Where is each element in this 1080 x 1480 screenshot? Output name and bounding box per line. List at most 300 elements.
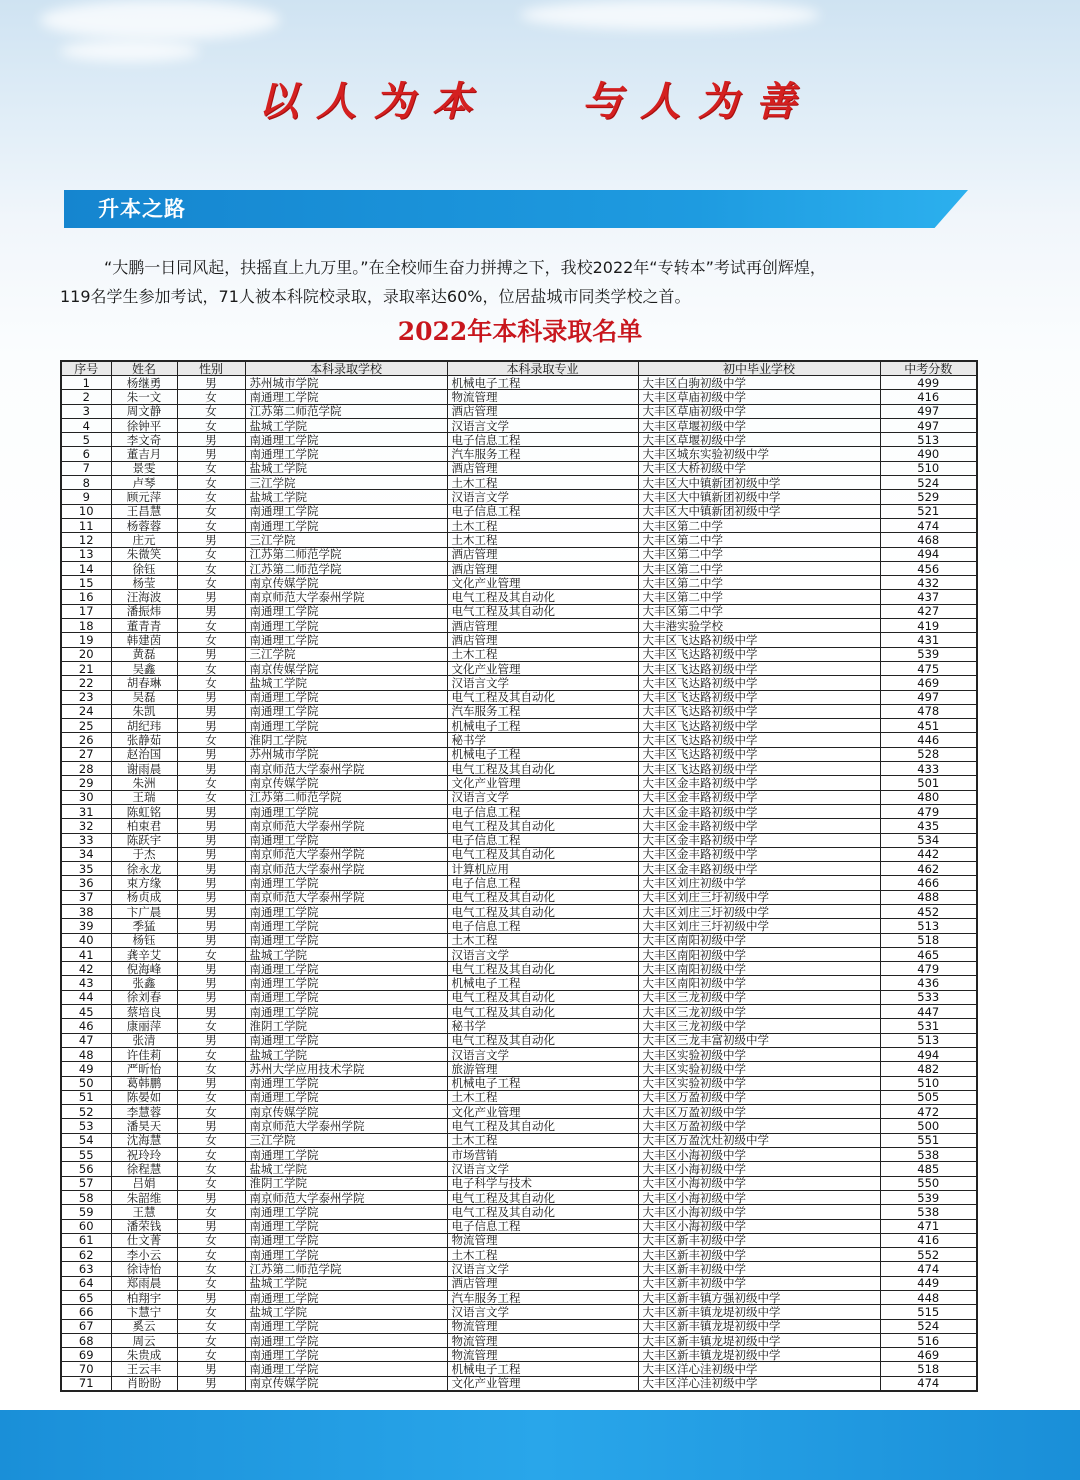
table-row — [61, 1076, 977, 1090]
cell-major: 市场营销 — [447, 1148, 638, 1162]
table-row — [61, 976, 977, 990]
cell-name: 朱一文 — [111, 390, 177, 404]
cell-university: 南通理工学院 — [245, 604, 447, 618]
cell-gender: 男 — [177, 1033, 245, 1047]
cell-gender: 男 — [177, 819, 245, 833]
cell-middle-school: 大丰区南阳初级中学 — [638, 962, 880, 976]
cell-university: 南通理工学院 — [245, 976, 447, 990]
cell-university: 江苏第二师范学院 — [245, 561, 447, 575]
table-row — [61, 461, 977, 475]
cell-name: 杨莹 — [111, 576, 177, 590]
cell-university: 南通理工学院 — [245, 1348, 447, 1362]
cell-score: 528 — [880, 747, 977, 761]
cell-university: 南京师范大学泰州学院 — [245, 1119, 447, 1133]
cell-major: 电子信息工程 — [447, 833, 638, 847]
intro-line-1: “大鹏一日同风起，扶摇直上九万里。”在全校师生奋力拼搏之下，我校2022年“专转本”考试再创辉煌， — [104, 258, 826, 277]
cell-gender: 女 — [177, 1319, 245, 1333]
cell-index: 48 — [61, 1047, 111, 1061]
cell-gender: 男 — [177, 1219, 245, 1233]
table-row — [61, 1019, 977, 1033]
cell-middle-school: 大丰区飞达路初级中学 — [638, 762, 880, 776]
cell-index: 39 — [61, 919, 111, 933]
table-row — [61, 518, 977, 532]
cell-gender: 男 — [177, 962, 245, 976]
cell-university: 南通理工学院 — [245, 719, 447, 733]
cell-middle-school: 大丰区第二中学 — [638, 547, 880, 561]
cell-index: 38 — [61, 904, 111, 918]
cell-index: 63 — [61, 1262, 111, 1276]
cell-name: 杨蓉蓉 — [111, 518, 177, 532]
table-row — [61, 661, 977, 675]
table-row — [61, 1262, 977, 1276]
cell-gender: 女 — [177, 1348, 245, 1362]
admission-table — [60, 360, 978, 1392]
cell-middle-school: 大丰区三龙初级中学 — [638, 1019, 880, 1033]
cell-gender: 男 — [177, 762, 245, 776]
cell-score: 505 — [880, 1090, 977, 1104]
cell-name: 奚云 — [111, 1319, 177, 1333]
slogan-left: 以人为本 — [258, 78, 490, 125]
cell-index: 16 — [61, 590, 111, 604]
cell-name: 徐程慧 — [111, 1162, 177, 1176]
cell-major: 电气工程及其自动化 — [447, 1205, 638, 1219]
cell-index: 65 — [61, 1291, 111, 1305]
table-row — [61, 1133, 977, 1147]
cell-index: 14 — [61, 561, 111, 575]
cell-score: 427 — [880, 604, 977, 618]
cell-name: 徐诗怡 — [111, 1262, 177, 1276]
cell-university: 南通理工学院 — [245, 1333, 447, 1347]
cell-middle-school: 大丰区新丰镇龙堤初级中学 — [638, 1348, 880, 1362]
cell-middle-school: 大丰区刘庄三圩初级中学 — [638, 890, 880, 904]
cell-gender: 女 — [177, 547, 245, 561]
cell-university: 南通理工学院 — [245, 633, 447, 647]
cell-middle-school: 大丰区南阳初级中学 — [638, 947, 880, 961]
cell-score: 448 — [880, 1291, 977, 1305]
cell-major: 电气工程及其自动化 — [447, 890, 638, 904]
cell-index: 57 — [61, 1176, 111, 1190]
cell-major: 土木工程 — [447, 1248, 638, 1262]
cell-name: 肖盼盼 — [111, 1376, 177, 1391]
cell-name: 沈海慧 — [111, 1133, 177, 1147]
cell-university: 盐城工学院 — [245, 1162, 447, 1176]
cell-middle-school: 大丰区飞达路初级中学 — [638, 647, 880, 661]
table-row — [61, 604, 977, 618]
cell-score: 531 — [880, 1019, 977, 1033]
table-row — [61, 647, 977, 661]
cell-name: 柏束君 — [111, 819, 177, 833]
cell-gender: 男 — [177, 904, 245, 918]
cell-middle-school: 大丰区飞达路初级中学 — [638, 661, 880, 675]
cell-gender: 男 — [177, 1005, 245, 1019]
slogan-right: 与人为善 — [582, 78, 814, 125]
cell-university: 南通理工学院 — [245, 704, 447, 718]
table-row — [61, 1291, 977, 1305]
cell-score: 419 — [880, 619, 977, 633]
cell-index: 9 — [61, 490, 111, 504]
cell-major: 土木工程 — [447, 533, 638, 547]
cell-index: 36 — [61, 876, 111, 890]
cell-score: 482 — [880, 1062, 977, 1076]
cell-name: 谢雨晨 — [111, 762, 177, 776]
table-row — [61, 947, 977, 961]
cell-score: 474 — [880, 518, 977, 532]
cell-major: 电子信息工程 — [447, 919, 638, 933]
cell-middle-school: 大丰区实验初级中学 — [638, 1047, 880, 1061]
cell-score: 521 — [880, 504, 977, 518]
cell-major: 文化产业管理 — [447, 1376, 638, 1391]
cell-major: 汽车服务工程 — [447, 447, 638, 461]
cell-middle-school: 大丰区大中镇新团初级中学 — [638, 476, 880, 490]
cell-university: 南通理工学院 — [245, 833, 447, 847]
cell-index: 31 — [61, 804, 111, 818]
cell-major: 机械电子工程 — [447, 1362, 638, 1376]
cell-name: 卞广晨 — [111, 904, 177, 918]
cell-university: 盐城工学院 — [245, 947, 447, 961]
cell-major: 秘书学 — [447, 733, 638, 747]
cell-middle-school: 大丰区小海初级中学 — [638, 1148, 880, 1162]
cell-gender: 男 — [177, 833, 245, 847]
cell-index: 62 — [61, 1248, 111, 1262]
cell-middle-school: 大丰区金丰路初级中学 — [638, 862, 880, 876]
cell-major: 机械电子工程 — [447, 747, 638, 761]
cell-middle-school: 大丰区第二中学 — [638, 590, 880, 604]
cell-name: 仕文菁 — [111, 1233, 177, 1247]
cell-name: 杨继勇 — [111, 376, 177, 390]
cell-university: 南通理工学院 — [245, 804, 447, 818]
cell-gender: 男 — [177, 933, 245, 947]
cell-major: 物流管理 — [447, 1348, 638, 1362]
cell-gender: 女 — [177, 1047, 245, 1061]
cell-university: 南通理工学院 — [245, 1291, 447, 1305]
cell-university: 南通理工学院 — [245, 1319, 447, 1333]
table-row — [61, 447, 977, 461]
cell-middle-school: 大丰区草堰初级中学 — [638, 433, 880, 447]
cell-score: 478 — [880, 704, 977, 718]
cell-score: 451 — [880, 719, 977, 733]
cell-major: 土木工程 — [447, 476, 638, 490]
cell-score: 474 — [880, 1262, 977, 1276]
cell-index: 1 — [61, 376, 111, 390]
cell-university: 南通理工学院 — [245, 990, 447, 1004]
cloud-decoration — [40, 0, 280, 40]
cell-gender: 男 — [177, 1362, 245, 1376]
cell-gender: 女 — [177, 1133, 245, 1147]
cell-major: 电子信息工程 — [447, 1219, 638, 1233]
cell-index: 53 — [61, 1119, 111, 1133]
cell-index: 35 — [61, 862, 111, 876]
cell-score: 488 — [880, 890, 977, 904]
cell-index: 15 — [61, 576, 111, 590]
table-row — [61, 704, 977, 718]
cell-score: 472 — [880, 1105, 977, 1119]
cell-gender: 女 — [177, 390, 245, 404]
cell-university: 南通理工学院 — [245, 1005, 447, 1019]
cell-gender: 女 — [177, 518, 245, 532]
cell-university: 南京传媒学院 — [245, 661, 447, 675]
cell-name: 董青青 — [111, 619, 177, 633]
table-row — [61, 547, 977, 561]
cell-university: 南京师范大学泰州学院 — [245, 762, 447, 776]
cell-index: 56 — [61, 1162, 111, 1176]
table-row — [61, 1148, 977, 1162]
cell-middle-school: 大丰区新丰初级中学 — [638, 1248, 880, 1262]
cell-gender: 女 — [177, 633, 245, 647]
table-row — [61, 1105, 977, 1119]
cell-university: 南通理工学院 — [245, 962, 447, 976]
cell-major: 文化产业管理 — [447, 1105, 638, 1119]
table-row — [61, 1005, 977, 1019]
cell-middle-school: 大丰区第二中学 — [638, 576, 880, 590]
cell-major: 文化产业管理 — [447, 576, 638, 590]
cell-score: 469 — [880, 1348, 977, 1362]
cell-gender: 男 — [177, 447, 245, 461]
cell-name: 朱贵成 — [111, 1348, 177, 1362]
cell-middle-school: 大丰区实验初级中学 — [638, 1062, 880, 1076]
cell-gender: 女 — [177, 1205, 245, 1219]
cell-middle-school: 大丰区第二中学 — [638, 604, 880, 618]
cell-gender: 女 — [177, 1333, 245, 1347]
cell-name: 朱凯 — [111, 704, 177, 718]
cell-university: 南通理工学院 — [245, 933, 447, 947]
cell-major: 土木工程 — [447, 647, 638, 661]
cell-gender: 男 — [177, 1291, 245, 1305]
cell-index: 17 — [61, 604, 111, 618]
cell-index: 4 — [61, 418, 111, 432]
cell-university: 三江学院 — [245, 647, 447, 661]
cell-gender: 男 — [177, 433, 245, 447]
cell-name: 朱微笑 — [111, 547, 177, 561]
cell-index: 12 — [61, 533, 111, 547]
cell-major: 土木工程 — [447, 1090, 638, 1104]
cell-score: 442 — [880, 847, 977, 861]
cell-name: 陈跃宇 — [111, 833, 177, 847]
table-body — [61, 376, 977, 1392]
cell-index: 46 — [61, 1019, 111, 1033]
table-row — [61, 1233, 977, 1247]
cell-index: 51 — [61, 1090, 111, 1104]
cell-index: 3 — [61, 404, 111, 418]
cell-gender: 男 — [177, 1376, 245, 1391]
table-row — [61, 962, 977, 976]
cell-gender: 女 — [177, 561, 245, 575]
cell-index: 27 — [61, 747, 111, 761]
cell-name: 吕娟 — [111, 1176, 177, 1190]
cell-score: 500 — [880, 1119, 977, 1133]
table-row — [61, 633, 977, 647]
cell-index: 30 — [61, 790, 111, 804]
cell-university: 南通理工学院 — [245, 518, 447, 532]
cell-index: 42 — [61, 962, 111, 976]
cell-score: 510 — [880, 461, 977, 475]
cell-score: 497 — [880, 418, 977, 432]
cell-major: 机械电子工程 — [447, 376, 638, 390]
cell-index: 47 — [61, 1033, 111, 1047]
cell-middle-school: 大丰区万盈初级中学 — [638, 1119, 880, 1133]
cell-name: 顾元萍 — [111, 490, 177, 504]
cell-name: 龚辛艾 — [111, 947, 177, 961]
cell-university: 盐城工学院 — [245, 1047, 447, 1061]
col-header-gender: 性别 — [177, 361, 245, 376]
cell-university: 盐城工学院 — [245, 461, 447, 475]
cell-gender: 女 — [177, 490, 245, 504]
cell-middle-school: 大丰区飞达路初级中学 — [638, 690, 880, 704]
cell-name: 潘昊天 — [111, 1119, 177, 1133]
cell-major: 酒店管理 — [447, 1276, 638, 1290]
cell-gender: 女 — [177, 1090, 245, 1104]
cell-middle-school: 大丰区金丰路初级中学 — [638, 790, 880, 804]
cell-score: 471 — [880, 1219, 977, 1233]
cell-middle-school: 大丰区万盈初级中学 — [638, 1090, 880, 1104]
table-row — [61, 390, 977, 404]
cell-name: 赵治国 — [111, 747, 177, 761]
cell-index: 6 — [61, 447, 111, 461]
cell-gender: 男 — [177, 919, 245, 933]
cell-score: 431 — [880, 633, 977, 647]
cell-name: 潘振炜 — [111, 604, 177, 618]
cell-score: 533 — [880, 990, 977, 1004]
cell-university: 淮阴工学院 — [245, 733, 447, 747]
cell-university: 南通理工学院 — [245, 1233, 447, 1247]
cell-gender: 女 — [177, 1176, 245, 1190]
cell-score: 516 — [880, 1333, 977, 1347]
cell-middle-school: 大丰区城东实验初级中学 — [638, 447, 880, 461]
cell-major: 电气工程及其自动化 — [447, 990, 638, 1004]
cell-index: 19 — [61, 633, 111, 647]
col-header-name: 姓名 — [111, 361, 177, 376]
cell-score: 513 — [880, 433, 977, 447]
table-row — [61, 933, 977, 947]
cloud-decoration — [60, 40, 200, 62]
table-row — [61, 762, 977, 776]
table-row — [61, 404, 977, 418]
cell-university: 南京传媒学院 — [245, 576, 447, 590]
cell-gender: 女 — [177, 947, 245, 961]
cell-score: 529 — [880, 490, 977, 504]
table-row — [61, 747, 977, 761]
cell-major: 电气工程及其自动化 — [447, 1190, 638, 1204]
cell-name: 祝玲玲 — [111, 1148, 177, 1162]
cell-gender: 女 — [177, 776, 245, 790]
cell-score: 435 — [880, 819, 977, 833]
table-row — [61, 619, 977, 633]
cell-gender: 男 — [177, 690, 245, 704]
col-header-middle-school: 初中毕业学校 — [638, 361, 880, 376]
cell-index: 20 — [61, 647, 111, 661]
cell-gender: 女 — [177, 661, 245, 675]
cell-score: 490 — [880, 447, 977, 461]
cell-university: 三江学院 — [245, 476, 447, 490]
cell-middle-school: 大丰区飞达路初级中学 — [638, 633, 880, 647]
cell-major: 电气工程及其自动化 — [447, 1005, 638, 1019]
cell-middle-school: 大丰区新丰镇龙堤初级中学 — [638, 1305, 880, 1319]
table-row — [61, 1176, 977, 1190]
cell-major: 汉语言文学 — [447, 947, 638, 961]
cell-name: 蔡培良 — [111, 1005, 177, 1019]
cell-university: 盐城工学院 — [245, 490, 447, 504]
cell-score: 446 — [880, 733, 977, 747]
table-row — [61, 876, 977, 890]
table-row — [61, 890, 977, 904]
table-row — [61, 1305, 977, 1319]
cell-middle-school: 大丰区大中镇新团初级中学 — [638, 504, 880, 518]
cell-score: 479 — [880, 962, 977, 976]
cell-gender: 女 — [177, 576, 245, 590]
cell-middle-school: 大丰区草庙初级中学 — [638, 390, 880, 404]
table-row — [61, 919, 977, 933]
section-title: 升本之路 — [98, 197, 186, 221]
cell-gender: 女 — [177, 1148, 245, 1162]
cell-index: 55 — [61, 1148, 111, 1162]
cell-major: 电气工程及其自动化 — [447, 962, 638, 976]
cell-middle-school: 大丰区飞达路初级中学 — [638, 719, 880, 733]
cell-middle-school: 大丰区小海初级中学 — [638, 1190, 880, 1204]
cell-middle-school: 大丰区金丰路初级中学 — [638, 847, 880, 861]
cell-gender: 女 — [177, 676, 245, 690]
cell-gender: 女 — [177, 1276, 245, 1290]
cell-index: 60 — [61, 1219, 111, 1233]
cell-index: 54 — [61, 1133, 111, 1147]
cell-middle-school: 大丰区新丰镇龙堤初级中学 — [638, 1333, 880, 1347]
cell-middle-school: 大丰区小海初级中学 — [638, 1219, 880, 1233]
cell-gender: 女 — [177, 1062, 245, 1076]
cell-name: 王昌慧 — [111, 504, 177, 518]
cell-score: 513 — [880, 1033, 977, 1047]
cell-score: 524 — [880, 1319, 977, 1333]
cell-university: 三江学院 — [245, 1133, 447, 1147]
table-header-row — [61, 361, 977, 376]
cell-score: 499 — [880, 376, 977, 390]
cell-major: 电气工程及其自动化 — [447, 904, 638, 918]
cell-name: 葛韩鹏 — [111, 1076, 177, 1090]
cell-university: 盐城工学院 — [245, 1305, 447, 1319]
cell-university: 南京师范大学泰州学院 — [245, 847, 447, 861]
table-row — [61, 1276, 977, 1290]
cell-score: 475 — [880, 661, 977, 675]
cell-middle-school: 大丰区金丰路初级中学 — [638, 776, 880, 790]
cell-score: 432 — [880, 576, 977, 590]
table-row — [61, 719, 977, 733]
cell-index: 28 — [61, 762, 111, 776]
table-row — [61, 790, 977, 804]
cell-major: 土木工程 — [447, 1133, 638, 1147]
cell-gender: 男 — [177, 719, 245, 733]
cell-middle-school: 大丰区小海初级中学 — [638, 1205, 880, 1219]
cell-middle-school: 大丰区新丰镇龙堤初级中学 — [638, 1319, 880, 1333]
table-row — [61, 418, 977, 432]
cell-middle-school: 大丰港实验学校 — [638, 619, 880, 633]
cell-gender: 男 — [177, 990, 245, 1004]
cell-name: 张清 — [111, 1033, 177, 1047]
cell-major: 旅游管理 — [447, 1062, 638, 1076]
intro-line-2: 119名学生参加考试，71人被本科院校录取，录取率达60%，位居盐城市同类学校之首。 — [60, 287, 691, 306]
cell-score: 538 — [880, 1148, 977, 1162]
cell-index: 50 — [61, 1076, 111, 1090]
cell-university: 江苏第二师范学院 — [245, 404, 447, 418]
table-row — [61, 1333, 977, 1347]
cell-university: 南京师范大学泰州学院 — [245, 890, 447, 904]
cell-middle-school: 大丰区金丰路初级中学 — [638, 833, 880, 847]
cell-name: 卢琴 — [111, 476, 177, 490]
cell-name: 李慧蓉 — [111, 1105, 177, 1119]
table-row — [61, 904, 977, 918]
cell-major: 文化产业管理 — [447, 776, 638, 790]
cell-major: 酒店管理 — [447, 619, 638, 633]
cell-middle-school: 大丰区南阳初级中学 — [638, 976, 880, 990]
table-row — [61, 490, 977, 504]
cell-score: 534 — [880, 833, 977, 847]
table-row — [61, 1190, 977, 1204]
